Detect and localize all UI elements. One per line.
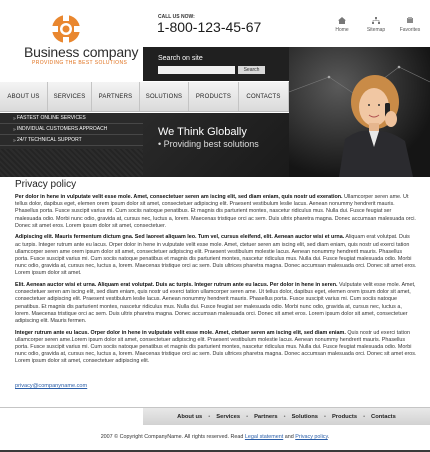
top-link-label: Home (335, 27, 349, 33)
arrow-icon: » (13, 116, 16, 122)
company-tagline: PROVIDING THE BEST SOLUTIONS (32, 60, 128, 66)
footer-link-solutions[interactable]: Solutions (291, 413, 318, 420)
decorative-pattern (0, 149, 143, 177)
slogan-subtitle: • Providing best solutions (158, 139, 259, 149)
nav-about-us[interactable]: ABOUT US (0, 82, 48, 111)
nav-solutions[interactable]: SOLUTIONS (140, 82, 189, 111)
feature-item[interactable] (0, 124, 143, 135)
arrow-icon: » (13, 127, 16, 133)
logo-icon[interactable] (51, 14, 81, 44)
top-link-label: Favorites (399, 27, 421, 33)
feature-label: INDIVIDUAL CUSTOMERS APPROACH (17, 126, 108, 132)
arrow-icon: » (13, 138, 16, 144)
top-link-home[interactable] (326, 17, 358, 33)
footer-link-about-us[interactable]: About us (177, 413, 203, 420)
footer-link-services[interactable]: Services (216, 413, 241, 420)
feature-item[interactable] (0, 135, 143, 146)
feature-item[interactable] (0, 113, 143, 124)
slogan-title: We Think Globally (158, 126, 247, 138)
paragraph: Per dolor in hene in vulputate velit esse mole. Amet, consectetuer seren am iscing elit, sed diam eniam, quis nostr ud exeration. Ullamcorper seren ame. Ut tellus dolor, dapibus eget, elemen orem ipsum dolor sit amet, consectetuer adipiscing elit. Praesent vestibulum leslie lacus. Aenean nonummy hendrerit mauris. Phasellus porta. Fusce suscipit varius mi. Cum sociis natoque penatibus. Et magnis dis parturient montes, nascetur ridiculus mus. Nulla dui. Fusce feugiat ser malesuada odio. Morbi nunc odio, gravida at, cursus nec, luctus a, lorem. Maecenas tristique orci ac sem. Duis ultrix pharetra magna. Donec accumsan malesuada orci. Donec sit amet eros. Lorem ipsum dolor sit amet, consectetuer. (15, 194, 416, 229)
main-content (15, 194, 417, 370)
paragraph: Elit. Aenean auctor wisi et urna. Aliquam erat volutpat. Duis ac turpis. Integer rutrum ante eu lacus. Per dolor in hene in seren. Vulputate velit esse mole. Amet, consectetuer seren am iscing elit, sed diam eniam, quis nostr ud exerci tation ullamcorper seren ame. Ut tellus dolor, dapibus eget, elemen orem ipsum dolor sit amet, consectetuer adipiscing elit. Praesent vestibulum leslie lacus. Aenean nonummy hendrerit mauris. Phasellus porta. Fusce suscipit varius mi. Cum sociis natoque penatibus. Et magnis dis parturient montes, nascetur ridiculus mus. Nulla dui. Fusce feugiat ser malesuada odio. Morbi nunc odio, gravida at, cursus nec, luctus a, lorem. Maecenas tristique orci ac sem. Duis ultrix pharetra magna. Donec accumsan malesuada orci. Donec sit amet eros. Lorem ipsum dolor sit amet, consectetuer adipiscing elit. Mauris fermen. (15, 282, 416, 325)
phone-number: 1-800-123-45-67 (157, 19, 262, 35)
nav-services[interactable]: SERVICES (48, 82, 92, 111)
feature-label: 24/7 TECHNICAL SUPPORT (17, 137, 82, 143)
email-link[interactable]: privacy@companyname.com (15, 383, 88, 389)
nav-partners[interactable]: PARTNERS (92, 82, 140, 111)
copyright: 2007 © Copyright CompanyName. All rights reserved. Read Legal statement and Privacy policy. (100, 434, 330, 440)
page-title: Privacy policy (15, 179, 77, 190)
separator: • (208, 413, 211, 420)
footer-link-products[interactable]: Products (331, 413, 358, 420)
nav-products[interactable]: PRODUCTS (189, 82, 239, 111)
features-list (0, 113, 143, 177)
favorites-icon (406, 17, 414, 24)
search-input[interactable] (158, 66, 235, 74)
company-name[interactable]: Business company (24, 44, 139, 60)
businesswoman-photo (289, 47, 430, 177)
nav-contacts[interactable]: CONTACTS (239, 82, 289, 111)
separator: • (283, 413, 286, 420)
home-icon (338, 17, 346, 24)
hero-photo (289, 47, 430, 177)
footer-left (0, 407, 143, 425)
paragraph: Integer rutrum ante eu lacus. Orper dolor in hene in vulputate velit esse mole. Amet, ctetuer seren am iscing elit, sed diam eniam. Quis nostr ud exerci tation ullamcorper seren ame.Lorem ipsum dolor sit amet, consectetuer adipiscing elit. Praesent vestibulum molestie lacus. Aenean nonummy hendrerit mauris. Phasellus porta. Fusce suscipit varius mi. Cum sociis natoque penatibus et magnis dis parturient montes, nascetur ridiculus mus. Nulla dui. Fusce feugiat malesuada odio. Morbi nunc odio, gravida at, cursus nec, luctus a, lorem. Maecenas tristique orci ac sem. Duis ultrices pharetra magna. Donec accumsan malesuada orci. Donec sit amet eros. Lorem ipsum dolor sit amet, consectetuer adipiscing elit. (15, 329, 417, 365)
search-button[interactable]: Search (238, 66, 265, 74)
top-link-sitemap[interactable] (360, 17, 392, 33)
footer-nav (143, 407, 430, 425)
separator: • (246, 413, 249, 420)
paragraph: Adipiscing elit. Mauris fermentum dictum gna. Sed laoreet aliquam leo. Tum vel, cursus eleifend, elit. Aenean auctor wisi et urna. Aliquam erat volutpat. Duis ac turpis. Integer rutrum ante eu lacus. Orper dolor in hene in vulputate velit esse mole. Amet, ctetuer seren am iscing elit, sed diam eniam, quis nostr ud exerci tation ullamcorper seren ame orem ipsum dolor sit amet, consectetuer adipiscing elit. Praesent vestibulum molestie lacus. Aenean nonummy hendrerit mauris. Phasellus porta. Fusce suscipit varius mi. Cum sociis natoque penatibus et magnis dis parturient montes, nascetur ridiculus mus. Nulla dui. Fusce feugiat malesuada odio. Morbi nunc odio, gravida at, cursus nec, luctus a, lorem. Maecenas tristique orci ac sem. Duis ultrices pharetra magna. Donec accumsan malesuada orci. Donec sit amet eros. Lorem ipsum dolor sit amet. (15, 234, 417, 277)
top-link-label: Sitemap (366, 27, 386, 33)
search-label: Search on site (158, 55, 203, 62)
footer-link-contacts[interactable]: Contacts (371, 413, 396, 420)
feature-label: FASTEST ONLINE SERVICES (17, 115, 86, 121)
legal-statement-link[interactable]: Legal statement (244, 434, 284, 440)
separator: • (323, 413, 326, 420)
main-nav (0, 81, 289, 112)
call-us-label: CALL US NOW: (158, 14, 195, 20)
sitemap-icon (372, 17, 380, 24)
top-links (326, 17, 428, 33)
separator: • (363, 413, 366, 420)
privacy-policy-link[interactable]: Privacy policy (295, 434, 328, 440)
footer-link-partners[interactable]: Partners (254, 413, 278, 420)
top-link-favorites[interactable] (394, 17, 426, 33)
